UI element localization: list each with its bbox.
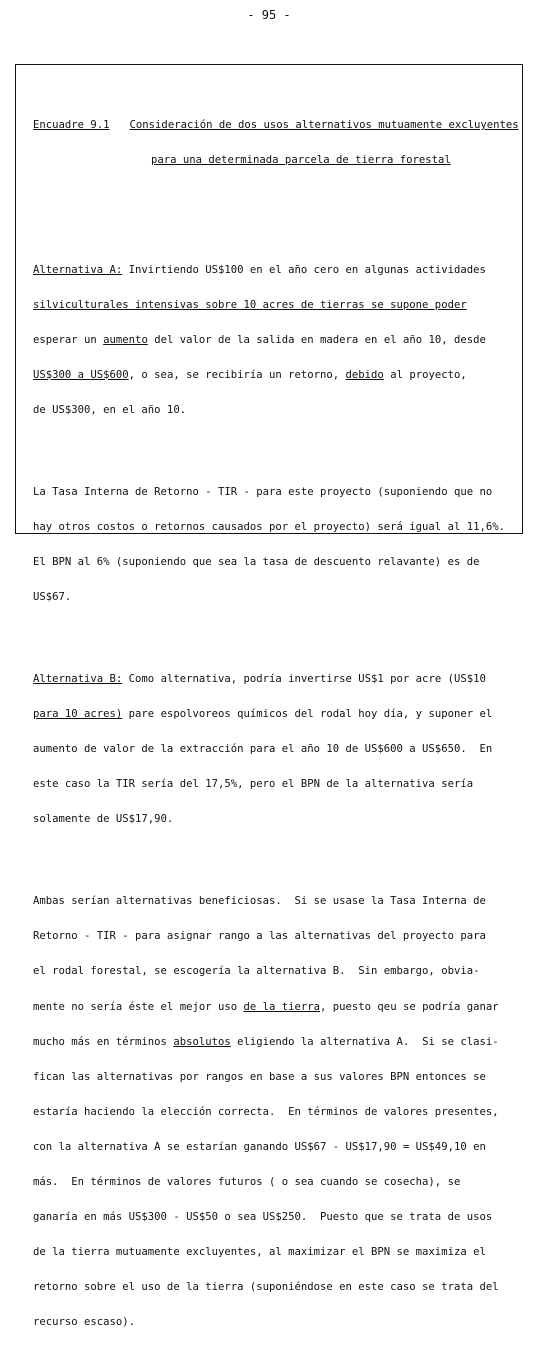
paragraph-c-line-6: fican las alternativas por rangos en base a sus valores BPN entonces se [33, 1070, 486, 1083]
paragraph-a-line-4: US$300 a US$600, o sea, se recibiría un retorno, debido al proyecto, [33, 368, 467, 381]
box-title-line1: Consideración de dos usos alternativos mutuamente excluyentes [129, 119, 519, 132]
box-content [33, 85, 518, 1364]
alternativa-b-heading: Alternativa B: [33, 672, 123, 685]
box-title-line2: para una determinada parcela de tierra forestal [151, 154, 451, 167]
paragraph-c-line-4: mente no sería éste el mejor uso de la tierra, puesto qeu se podría ganar [33, 1000, 499, 1013]
paragraph-b-line-3: aumento de valor de la extracción para el año 10 de US$600 a US$650. En [33, 743, 493, 756]
paragraph-tir-line-4: US$67. [33, 591, 72, 604]
paragraph-c-line-8: con la alternativa A se estarían ganando US$67 - US$17,90 = US$49,10 en [33, 1140, 486, 1153]
paragraph-b-line-2: para 10 acres) pare espolvoreos químicos del rodal hoy día, y suponer el [33, 708, 493, 721]
paragraph-c-line-12: retorno sobre el uso de la tierra (suponiéndose en este caso se trata del [33, 1281, 499, 1294]
encuadre-box [15, 64, 523, 1329]
paragraph-a-line-2: silviculturales intensivas sobre 10 acres de tierras se supone poder [33, 298, 467, 311]
paragraph-c-line-9: más. En términos de valores futuros ( o sea cuando se cosecha), se [33, 1175, 461, 1188]
paragraph-c-line-1: Ambas serían alternativas beneficiosas. Si se usase la Tasa Interna de [33, 895, 486, 908]
box-title-row [33, 120, 518, 132]
box-title-row-2 [33, 155, 518, 167]
paragraph-a-line-1: Alternativa A: Invirtiendo US$100 en el año cero en algunas actividades [33, 263, 486, 276]
paragraph-c-line-3: el rodal forestal, se escogería la alternativa B. Sin embargo, obvia- [33, 965, 480, 978]
paragraph-a-line-3: esperar un aumento del valor de la salida en madera en el año 10, desde [33, 333, 486, 346]
paragraph-c-line-7: estaría haciendo la elección correcta. En términos de valores presentes, [33, 1105, 499, 1118]
page-number: - 95 - [247, 8, 291, 22]
paragraph-c-line-2: Retorno - TIR - para asignar rango a las alternativas del proyecto para [33, 930, 486, 943]
alternativa-a-heading: Alternativa A: [33, 263, 123, 276]
paragraph-tir-line-3: El BPN al 6% (suponiendo que sea la tasa de descuento relavante) es de [33, 555, 480, 568]
paragraph-tir-line-2: hay otros costos o retornos causados por el proyecto) será igual al 11,6%. [33, 520, 505, 533]
paragraph-a-line-5: de US$300, en el año 10. [33, 403, 187, 416]
paragraph-b-line-5: solamente de US$17,90. [33, 813, 174, 826]
paragraph-c-line-5: mucho más en términos absolutos eligiendo la alternativa A. Si se clasi- [33, 1035, 499, 1048]
paragraph-b-line-4: este caso la TIR sería del 17,5%, pero el BPN de la alternativa sería [33, 778, 474, 791]
box-label: Encuadre 9.1 [33, 119, 110, 132]
paragraph-c-line-11: de la tierra mutuamente excluyentes, al maximizar el BPN se maximiza el [33, 1246, 486, 1259]
paragraph-c-line-13: recurso escaso). [33, 1316, 136, 1329]
paragraph-tir-line-1: La Tasa Interna de Retorno - TIR - para este proyecto (suponiendo que no [33, 485, 493, 498]
paragraph-b-line-1: Alternativa B: Como alternativa, podría invertirse US$1 por acre (US$10 [33, 672, 486, 685]
paragraph-c-line-10: ganaría en más US$300 - US$50 o sea US$250. Puesto que se trata de usos [33, 1211, 493, 1224]
